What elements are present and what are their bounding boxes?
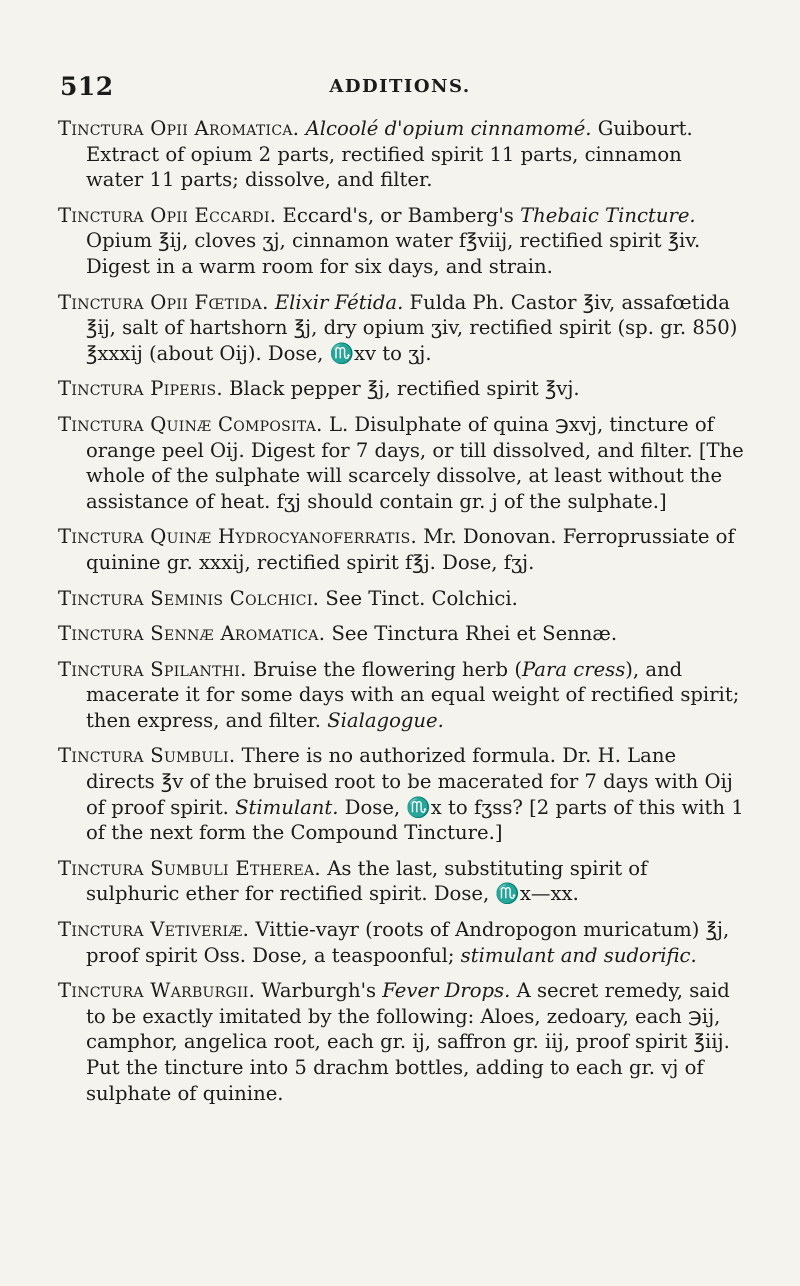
- entry-tinctura-warburgii: [58, 978, 744, 1106]
- entry-text: Vittie-vayr (roots of Andropogon muricatum) ℥j, proof spirit Oss. Dose, a teaspoonful;: [86, 918, 730, 967]
- entry-italic: stimulant and sudorific.: [460, 943, 697, 967]
- entry-text: Warburgh's: [261, 979, 377, 1003]
- entry-text: There is no authorized formula. Dr. H. Lane directs ℥v of the bruised root to be macerated for 7 days with Oij of proof spirit.: [86, 744, 733, 819]
- entry-tinctura-seminis-colchici: [58, 586, 744, 612]
- entry-text: Fulda Ph. Castor ℥iv, assafœtida ℥ij, salt of hartshorn ℥j, dry opium ʒiv, rectified spirit (sp. gr. 850) ℥xxxij (about Oij). Dose, ♏xv to ʒj.: [86, 290, 738, 365]
- entry-headword: Tinctura Piperis.: [58, 377, 223, 401]
- entry-text: Bruise the flowering herb (: [252, 657, 522, 681]
- entry-headword: Tinctura Sennæ Aromatica.: [58, 622, 326, 646]
- entry-text: Opium ℥ij, cloves ʒj, cinnamon water f℥viij, rectified spirit ℥iv. Digest in a warm room for six days, and strain.: [86, 229, 701, 278]
- entry-italic: Alcoolé d'opium cinnamomé.: [305, 117, 592, 140]
- entry-headword: Tinctura Opii Eccardi.: [58, 203, 277, 227]
- page-body: [58, 116, 744, 1116]
- entry-headword: Tinctura Seminis Colchici.: [58, 586, 320, 610]
- page-header: [60, 72, 740, 102]
- entry-text: See Tinct. Colchici.: [325, 586, 518, 610]
- entry-headword: Tinctura Vetiveriæ.: [58, 918, 250, 942]
- entry-tinctura-vetiveriae: [58, 917, 744, 968]
- entry-text: Black pepper ℥j, rectified spirit ℥vj.: [229, 377, 580, 401]
- entry-tinctura-opii-aromatica: [58, 116, 744, 193]
- entry-headword: Tinctura Warburgii.: [58, 979, 256, 1003]
- entry-text: Eccard's, or Bamberg's: [282, 203, 514, 227]
- entry-tinctura-sumbuli-etherea: [58, 856, 744, 907]
- entry-headword: Tinctura Opii Fœtida.: [58, 290, 269, 314]
- entry-italic: Fever Drops.: [382, 979, 511, 1003]
- entry-text: ), and macerate it for some days with an equal weight of rectified spirit; then express, and filter.: [86, 657, 740, 732]
- entry-text: A secret remedy, said to be exactly imitated by the following: Aloes, zedoary, each ℈ij, camphor, angelica root, each gr. ij, saffron gr. iij, proof spirit ℥iij. Put the tincture into 5 drachm bottles, adding to each gr. vj of sulphate of quinine.: [86, 979, 730, 1105]
- entry-tinctura-quinae-composita: [58, 412, 744, 514]
- entry-tinctura-sumbuli: [58, 743, 744, 845]
- entry-tinctura-opii-eccardi: [58, 203, 744, 280]
- running-head: ADDITIONS.: [329, 76, 471, 97]
- entry-tinctura-piperis: [58, 376, 744, 402]
- entry-headword: Tinctura Sumbuli Etherea.: [58, 856, 321, 880]
- entry-italic: Sialagogue.: [327, 708, 444, 732]
- entry-italic: Para cress: [521, 657, 626, 681]
- entry-headword: Tinctura Opii Aromatica.: [58, 117, 300, 140]
- entry-text: Dose, ♏x to fʒss? [2 parts of this with 1 of the next form the Compound Tincture.]: [86, 795, 744, 845]
- entry-tinctura-quinae-hydrocyanoferratis: [58, 524, 744, 575]
- entry-headword: Tinctura Quinæ Composita.: [58, 412, 323, 436]
- entry-italic: Stimulant.: [235, 795, 339, 819]
- entry-italic: Elixir Fétida.: [274, 290, 404, 314]
- entry-headword: Tinctura Sumbuli.: [58, 744, 236, 768]
- entry-tinctura-opii-foetida: [58, 290, 744, 367]
- entry-headword: Tinctura Quinæ Hydrocyanoferratis.: [58, 525, 417, 549]
- entry-text: As the last, substituting spirit of sulphuric ether for rectified spirit. Dose, ♏x—xx.: [86, 856, 648, 906]
- entry-text: L. Disulphate of quina ℈xvj, tincture of orange peel Oij. Digest for 7 days, or till dissolved, and filter. [The whole of the sulphate will scarcely dissolve, at least without the assistance of heat. fʒj should contain gr. j of the sulphate.]: [86, 412, 744, 513]
- entry-text: Guibourt. Extract of opium 2 parts, rectified spirit 11 parts, cinnamon water 11 parts; dissolve, and filter.: [86, 117, 693, 192]
- entry-italic: Thebaic Tincture.: [520, 203, 696, 227]
- entry-headword: Tinctura Spilanthi.: [58, 657, 247, 681]
- page-number: 512: [60, 72, 114, 101]
- entry-text: Mr. Donovan. Ferroprussiate of quinine gr. xxxij, rectified spirit f℥j. Dose, fʒj.: [86, 525, 735, 574]
- entry-text: See Tinctura Rhei et Sennæ.: [331, 622, 618, 646]
- entry-tinctura-spilanthi: [58, 657, 744, 734]
- entry-tinctura-sennae-aromatica: [58, 621, 744, 647]
